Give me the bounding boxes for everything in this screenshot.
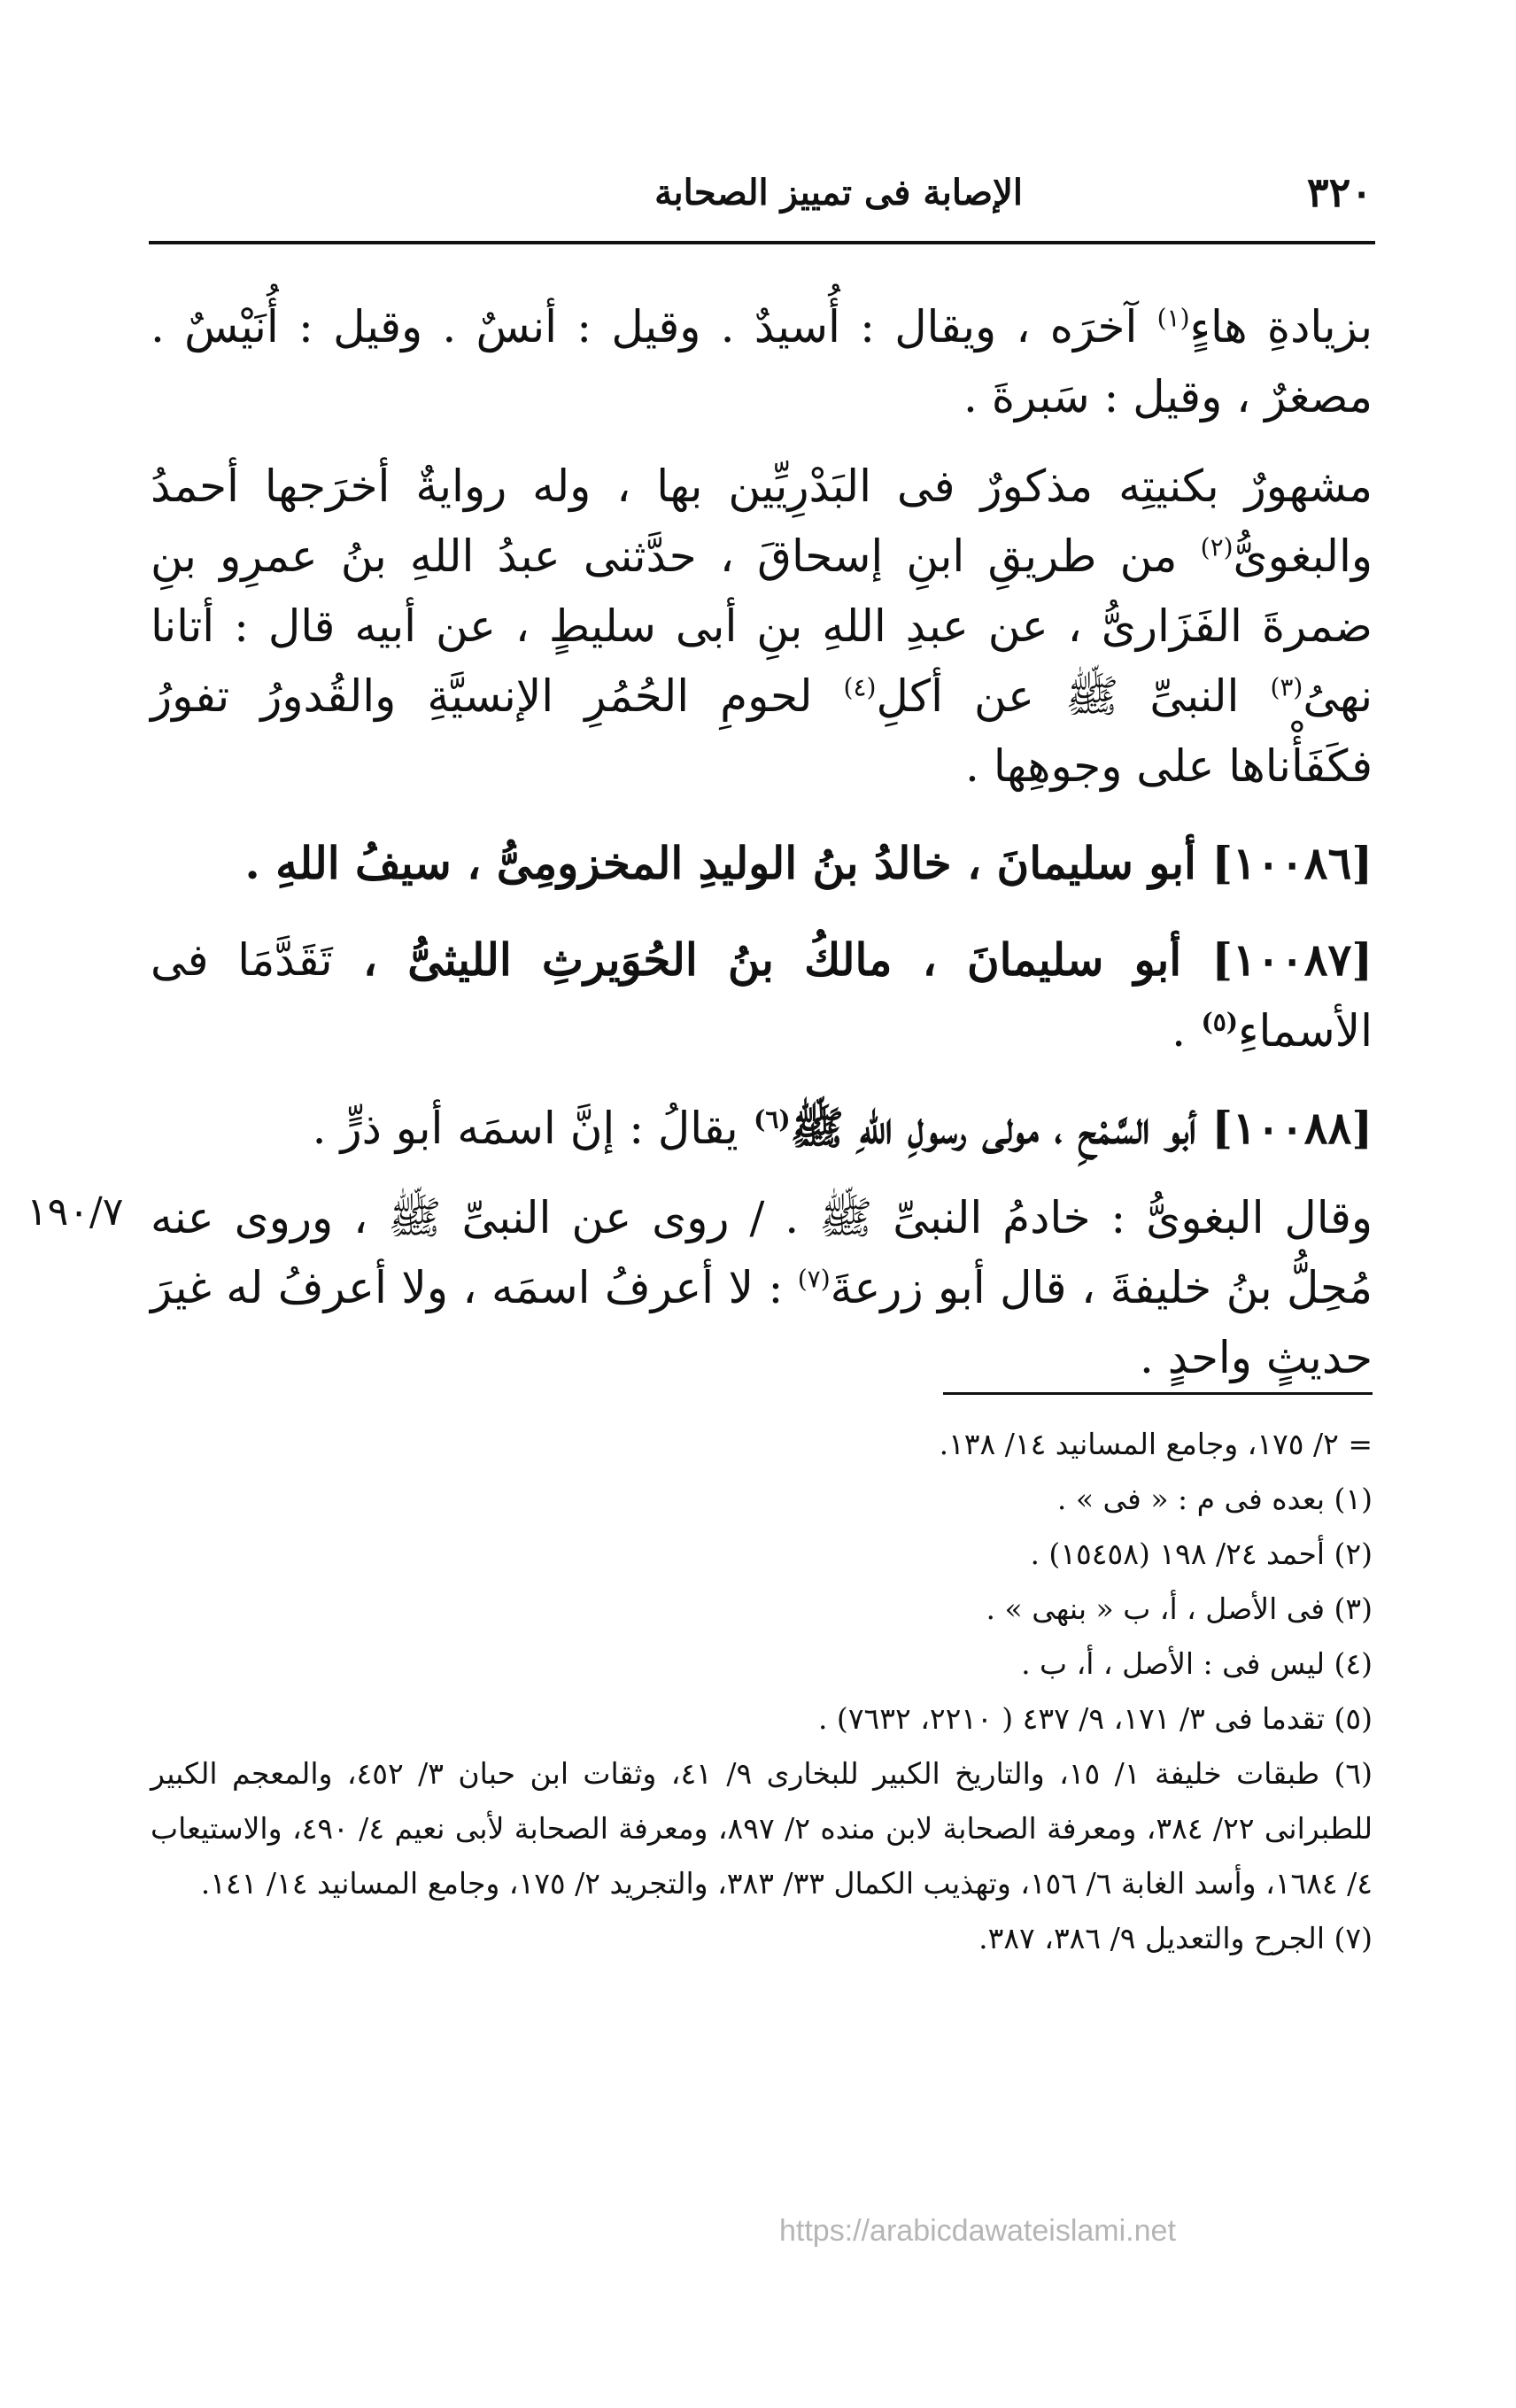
footnote-5: (٥) تقدما فى ٣/ ١٧١، ٩/ ٤٣٧ ( ٢٢١٠، ٧٦٣٢) . (817, 1701, 1373, 1736)
watermark-url[interactable]: https://arabicdawateislami.net (779, 2214, 1176, 2248)
footnote-ref-6[interactable]: (٦) (754, 1104, 791, 1134)
footnotes (151, 1417, 1373, 1966)
text-span: . (1172, 1005, 1187, 1057)
running-title: الإصابة فى تمييز الصحابة (654, 172, 1023, 213)
footnote-ref-7[interactable]: (٧) (797, 1264, 831, 1294)
text-span: : لا أعرفُ اسمَه ، ولا أعرفُ له غيرَ حديثٍ واحدٍ . (151, 1262, 1373, 1383)
footnote-6: (٦) طبقات خليفة ١/ ١٥، والتاريخ الكبير للبخارى ٩/ ٤١، وثقات ابن حبان ٣/ ٤٥٢، والمعجم الكبير للطبرانى ٢٢/ ٣٨٤، ومعرفة الصحابة لابن منده ٢/ ٨٩٧، ومعرفة الصحابة لأبى نعيم ٤/ ٤٩٠، والاستيعاب ٤/ ١٦٨٤، وأسد الغابة ٦/ ١٥٦، وتهذيب الكمال ٣٣/ ٣٨٣، والتجريد ٢/ ١٧٥، وجامع المسانيد ١٤/ ١٤١. (151, 1756, 1373, 1901)
footnote-ref-1[interactable]: (١) (1156, 303, 1190, 333)
footnote-ref-3[interactable]: (٣) (1270, 672, 1303, 702)
entry-10087 (151, 925, 1373, 1066)
entry-number: [١٠٠٨٨] (1211, 1102, 1373, 1154)
page-header (151, 168, 1373, 221)
text-span: من طريقِ ابنِ إسحاقَ ، حدَّثنى عبدُ اللهِ بنُ عمرِو بنِ ضمرةَ الفَزَارىُّ ، عن عبدِ اللهِ بنِ أبى سليطٍ ، عن أبيه قال : أتانا نهىُ (151, 530, 1373, 722)
footnote-ref-4[interactable]: (٤) (843, 672, 877, 702)
entry-number: [١٠٠٨٧] (1211, 933, 1373, 986)
paragraph-1 (151, 292, 1373, 432)
entry-heading: أبو سليمانَ ، مالكُ بنُ الحُوَيرثِ الليثىُّ ، (362, 933, 1182, 986)
footnote-ref-5[interactable]: (٥) (1201, 1007, 1239, 1037)
footnote-ref-2[interactable]: (٢) (1200, 532, 1234, 562)
header-rule (149, 241, 1375, 244)
entry-heading: أبو سليمانَ ، خالدُ بنُ الوليدِ المخزومِىُّ ، سيفُ اللهِ . (244, 837, 1196, 889)
text-span: بزيادةِ هاءٍ (1189, 301, 1373, 352)
footnote-continued: = ٢/ ١٧٥، وجامع المسانيد ١٤/ ١٣٨. (939, 1427, 1373, 1461)
paragraph-2 (151, 452, 1373, 801)
text-span: يقالُ : إنَّ اسمَه أبو ذرٍّ . (312, 1103, 739, 1154)
entry-heading: أبو السَّمْحِ ، مولى رسولِ اللهِ ﷺ (790, 1102, 1196, 1154)
main-text (151, 292, 1373, 1393)
footnote-4: (٤) ليس فى : الأصل ، أ، ب . (1021, 1646, 1373, 1681)
text-span: تَقَدَّمَا فى الأسماءِ (151, 934, 1373, 1057)
footnote-7: (٧) الجرح والتعديل ٩/ ٣٨٦، ٣٨٧. (978, 1921, 1373, 1955)
page-number: ٣٢٠ (1306, 168, 1373, 216)
text-span: وقال البغوىُّ : خادمُ النبىِّ ﷺ . / روى عن النبىِّ ﷺ ، وروى عنه مُحِلُّ بنُ خليفةَ ، قال أبو زرعةَ (151, 1192, 1373, 1313)
text-span: النبىِّ ﷺ عن أكلِ (876, 670, 1240, 722)
entry-10088 (151, 1093, 1373, 1164)
margin-reference: ١٩٠/٧ (27, 1189, 124, 1235)
paragraph-3 (151, 1183, 1373, 1393)
footnote-2: (٢) أحمد ٢٤/ ١٩٨ (١٥٤٥٨) . (1030, 1537, 1373, 1571)
footnote-1: (١) بعده فى م : « فى » . (1056, 1482, 1373, 1516)
text-span: مشهورٌ بكنيتِه مذكورٌ فى البَدْرِيِّين بها ، وله روايةٌ أخرَجها أحمدُ والبغوىُّ (151, 461, 1373, 582)
text-span: لحومِ الحُمُرِ الإنسيَّةِ والقُدورُ تفورُ فكَفَأْناها على وجوهِها . (151, 670, 1373, 792)
entry-number: [١٠٠٨٦] (1211, 837, 1373, 889)
footnote-rule (943, 1392, 1373, 1395)
text-span: آخرَه ، ويقال : أُسيدٌ . وقيل : أنسٌ . وقيل : أُنَيْسٌ . مصغرٌ ، وقيل : سَبرةَ . (151, 301, 1373, 422)
footnote-3: (٣) فى الأصل ، أ، ب « بنهى » . (986, 1591, 1373, 1626)
entry-10086 (151, 828, 1373, 898)
